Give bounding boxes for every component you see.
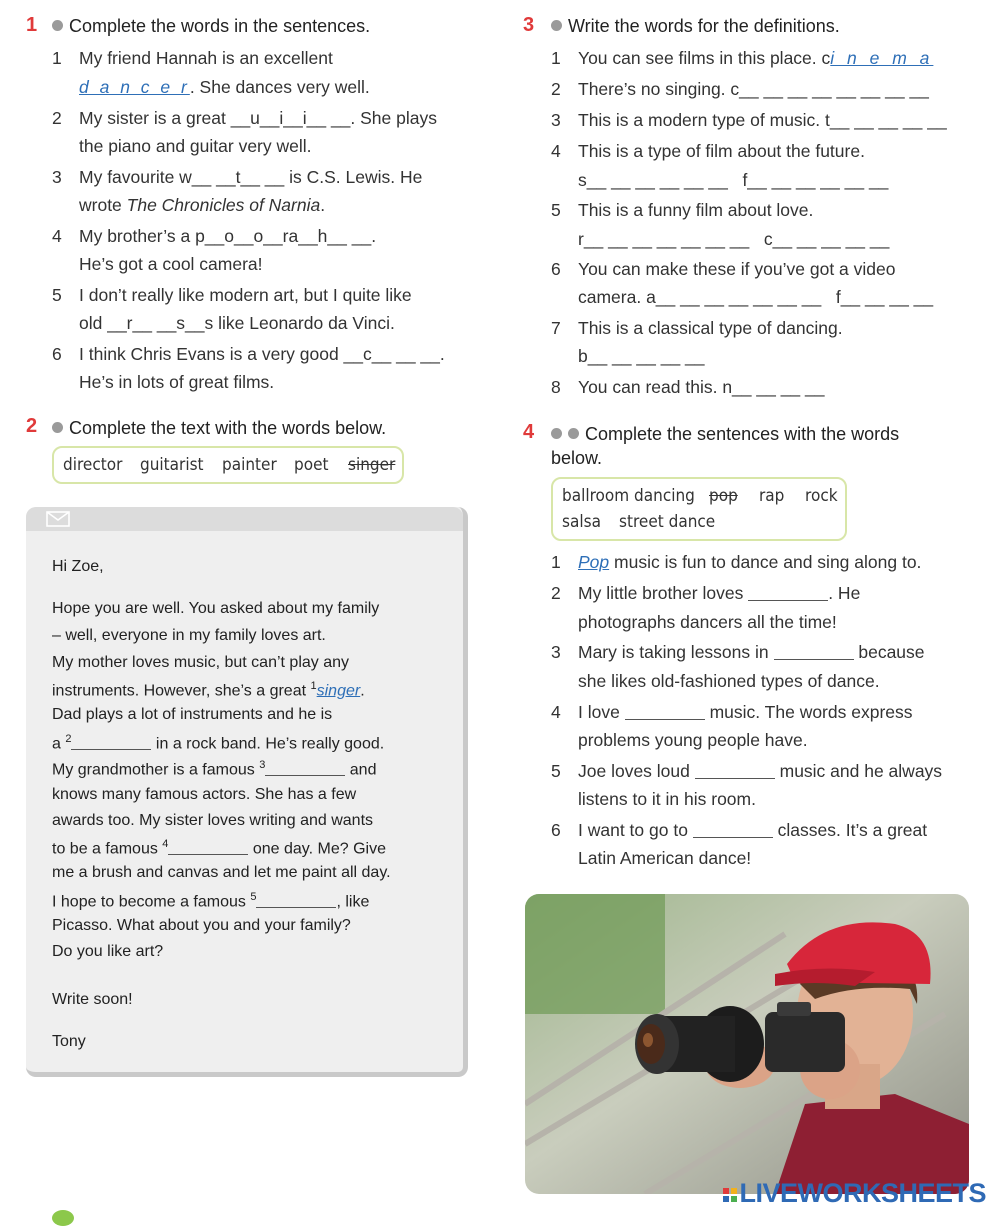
gap-number: 5 — [250, 891, 257, 903]
gap-number: 4 — [162, 838, 169, 850]
email-line: Do you like art? — [52, 943, 164, 960]
ex4-text: music and he always — [774, 761, 943, 781]
ex3-item-number: 6 — [551, 259, 561, 279]
ex1-item-4-line1[interactable]: My brother’s a p__o__o__ra__h__ __. — [79, 226, 377, 246]
ex4-item-5-line1 — [578, 761, 942, 782]
ex3-item-7-line1: This is a classical type of dancing. — [578, 318, 843, 338]
exercise-4-number: 4 — [523, 421, 535, 443]
ex1-item-number: 3 — [52, 167, 62, 187]
email-text: in a rock band. He’s really good. — [151, 735, 385, 753]
liveworksheets-logo-icon — [723, 1188, 737, 1202]
email-line-with-gap-2 — [52, 733, 384, 753]
ex4-word-box — [551, 477, 847, 541]
ex4-answer-gap[interactable] — [625, 705, 705, 720]
email-text: I hope to become a famous — [52, 893, 251, 911]
email-text: a — [52, 735, 66, 753]
ex4-item-number: 5 — [551, 761, 561, 781]
exercise-3-title-text: Write the words for the definitions. — [568, 16, 840, 36]
ex1-item-1-tail: . She dances very well. — [189, 77, 370, 97]
ex3-item-3[interactable]: This is a modern type of music. t__ __ __ __ __ — [578, 110, 947, 130]
email-text: and — [345, 761, 377, 779]
ex3-item-6-line1: You can make these if you’ve got a video — [578, 259, 896, 279]
ex2-word-box — [52, 446, 404, 484]
ex1-item-number: 1 — [52, 48, 62, 68]
ex4-answer-gap[interactable] — [693, 823, 773, 838]
email-text: . — [360, 682, 365, 700]
ex4-item-3-line1 — [578, 642, 925, 663]
ex1-item-6-line2: He’s in lots of great films. — [79, 372, 275, 392]
ex4-item-4-line2: problems young people have. — [578, 730, 808, 750]
difficulty-dot-icon — [568, 428, 579, 439]
email-text: , like — [336, 893, 370, 911]
word-option: poet — [294, 455, 329, 475]
envelope-icon — [46, 511, 70, 527]
email-line-with-gap-4 — [52, 838, 386, 858]
email-text: one day. Me? Give — [248, 840, 386, 858]
ex4-answer-gap[interactable] — [695, 764, 775, 779]
ex4-item-1-text: music is fun to dance and sing along to. — [609, 552, 922, 572]
ex1-item-6-line1[interactable]: I think Chris Evans is a very good __c__ __ __. — [79, 344, 445, 364]
ex1-item-1-answer[interactable]: d a n c e r — [79, 77, 190, 97]
ex1-item-number: 4 — [52, 226, 62, 246]
email-line-with-gap-1 — [52, 680, 365, 700]
ex1-item-5-line2[interactable]: old __r__ __s__s like Leonardo da Vinci. — [79, 313, 395, 333]
ex4-text: I want to go to — [578, 820, 693, 840]
ex1-item-4-line2: He’s got a cool camera! — [79, 254, 263, 274]
ex3-item-number: 7 — [551, 318, 561, 338]
email-text: to be a famous — [52, 840, 163, 858]
ex4-answer-gap[interactable] — [774, 645, 854, 660]
email-signoff: Write soon! — [52, 991, 133, 1008]
difficulty-dot-icon — [52, 20, 63, 31]
teen-with-camera-image — [525, 894, 969, 1194]
ex3-item-number: 8 — [551, 377, 561, 397]
email-signature: Tony — [52, 1033, 86, 1050]
ex4-item-number: 1 — [551, 552, 561, 572]
email-line: My mother loves music, but can’t play any — [52, 654, 350, 671]
ex1-item-3-period: . — [320, 195, 326, 215]
ex4-item-6-line2: Latin American dance! — [578, 848, 752, 868]
ex1-item-3-line2 — [79, 195, 325, 216]
email-line: awards too. My sister loves writing and wants — [52, 812, 374, 829]
ex4-item-6-line1 — [578, 820, 927, 841]
ex3-item-5-line1: This is a funny film about love. — [578, 200, 814, 220]
ex1-item-2-line1[interactable]: My sister is a great __u__i__i__ __. She plays — [79, 108, 437, 128]
ex4-item-2-line1 — [578, 583, 860, 604]
word-option-used: pop — [709, 486, 738, 506]
ex4-item-3-line2: she likes old-fashioned types of dance. — [578, 671, 880, 691]
ex4-text: because — [853, 642, 925, 662]
ex4-item-number: 3 — [551, 642, 561, 662]
answer-gap-2[interactable] — [71, 735, 151, 750]
ex4-text: I love — [578, 702, 625, 722]
email-answer-1[interactable]: singer — [316, 682, 361, 700]
ex3-item-number: 2 — [551, 79, 561, 99]
word-option: street dance — [619, 512, 716, 532]
word-option: ballroom dancing — [562, 486, 695, 506]
ex4-text: Joe loves loud — [578, 761, 695, 781]
answer-gap-4[interactable] — [168, 840, 248, 855]
difficulty-dot-icon — [52, 422, 63, 433]
ex4-item-4-line1 — [578, 702, 913, 723]
ex4-item-number: 6 — [551, 820, 561, 840]
ex1-item-number: 6 — [52, 344, 62, 364]
word-option: rock — [805, 486, 838, 506]
word-option: guitarist — [140, 455, 204, 475]
ex4-text: . He — [828, 583, 861, 603]
email-text: My grandmother is a famous — [52, 761, 260, 779]
gap-number: 2 — [65, 733, 72, 745]
exercise-2-number: 2 — [26, 415, 38, 437]
answer-gap-3[interactable] — [265, 761, 345, 776]
ex4-item-2-line2: photographs dancers all the time! — [578, 612, 837, 632]
ex4-item-1 — [578, 552, 921, 573]
ex1-item-number: 2 — [52, 108, 62, 128]
ex3-item-6-line2[interactable]: camera. a__ __ __ __ __ __ __ f__ __ __ __ — [578, 287, 934, 307]
exercise-1-title-text: Complete the words in the sentences. — [69, 16, 371, 36]
exercise-1-title — [52, 16, 370, 37]
ex3-item-2[interactable]: There’s no singing. c__ __ __ __ __ __ __ __ — [578, 79, 929, 99]
ex3-item-8[interactable]: You can read this. n__ __ __ __ — [578, 377, 825, 397]
ex1-item-5-line1: I don’t really like modern art, but I quite like — [79, 285, 412, 305]
ex4-text: music. The words express — [704, 702, 913, 722]
ex4-text: Mary is taking lessons in — [578, 642, 774, 662]
ex4-item-1-answer[interactable]: Pop — [578, 552, 610, 572]
ex3-item-number: 3 — [551, 110, 561, 130]
exercise-1-number: 1 — [26, 14, 38, 36]
ex3-item-number: 4 — [551, 141, 561, 161]
watermark — [723, 1178, 986, 1209]
ex3-item-1-text: You can see films in this place. c — [578, 48, 831, 68]
ex1-item-3-book-title: The Chronicles of Narnia — [126, 195, 321, 215]
watermark-text: LIVEWORKSHEETS — [739, 1178, 986, 1208]
word-option: salsa — [562, 512, 601, 532]
ex3-item-7-line2[interactable]: b__ __ __ __ __ — [578, 346, 705, 366]
ex4-answer-gap[interactable] — [748, 586, 828, 601]
answer-gap-5[interactable] — [256, 893, 336, 908]
green-dot-decoration — [52, 1210, 74, 1226]
difficulty-dot-icon — [551, 20, 562, 31]
email-line: me a brush and canvas and let me paint all day. — [52, 864, 391, 881]
email-line: Hope you are well. You asked about my family — [52, 600, 380, 617]
ex1-item-2-line2: the piano and guitar very well. — [79, 136, 312, 156]
ex3-item-4-line2[interactable]: s__ __ __ __ __ __ f__ __ __ __ __ __ — [578, 170, 889, 190]
ex4-item-number: 4 — [551, 702, 561, 722]
exercise-3-number: 3 — [523, 14, 535, 36]
word-option-used: singer — [348, 455, 396, 475]
email-line: knows many famous actors. She has a few — [52, 786, 357, 803]
exercise-4-title-text: Complete the sentences with the words — [585, 424, 900, 444]
ex3-item-1 — [578, 48, 933, 69]
email-header-bar — [26, 507, 463, 531]
ex3-item-number: 5 — [551, 200, 561, 220]
word-option: director — [63, 455, 123, 475]
ex4-item-number: 2 — [551, 583, 561, 603]
word-option: rap — [759, 486, 785, 506]
ex3-item-1-answer[interactable]: i n e m a — [830, 48, 934, 68]
email-line: Picasso. What about you and your family? — [52, 917, 351, 934]
email-line: – well, everyone in my family loves art. — [52, 627, 326, 644]
photographer-photo — [525, 894, 969, 1194]
exercise-3-title — [551, 16, 840, 37]
ex4-text: My little brother loves — [578, 583, 749, 603]
ex3-item-4-line1: This is a type of film about the future. — [578, 141, 865, 161]
exercise-2-title — [52, 418, 386, 439]
word-option: painter — [222, 455, 277, 475]
ex1-item-1-line2 — [79, 77, 370, 98]
email-line: Dad plays a lot of instruments and he is — [52, 706, 333, 723]
email-text: instruments. However, she’s a great — [52, 682, 311, 700]
exercise-4-title — [551, 424, 899, 445]
ex1-item-3-text: wrote — [79, 195, 127, 215]
exercise-4-title-line2: below. — [551, 448, 603, 468]
ex1-item-1-line1: My friend Hannah is an excellent — [79, 48, 333, 68]
ex3-item-5-line2[interactable]: r__ __ __ __ __ __ __ c__ __ __ __ __ — [578, 229, 890, 249]
ex4-item-5-line2: listens to it in his room. — [578, 789, 756, 809]
ex1-item-number: 5 — [52, 285, 62, 305]
ex1-item-3-line1[interactable]: My favourite w__ __t__ __ is C.S. Lewis. He — [79, 167, 423, 187]
email-greeting: Hi Zoe, — [52, 558, 104, 575]
gap-number: 3 — [259, 759, 266, 771]
email-line-with-gap-3 — [52, 759, 376, 779]
difficulty-dot-icon — [551, 428, 562, 439]
ex4-text: classes. It’s a great — [772, 820, 928, 840]
gap-number: 1 — [310, 680, 317, 692]
ex3-item-number: 1 — [551, 48, 561, 68]
email-line-with-gap-5 — [52, 891, 369, 911]
exercise-2-title-text: Complete the text with the words below. — [69, 418, 387, 438]
